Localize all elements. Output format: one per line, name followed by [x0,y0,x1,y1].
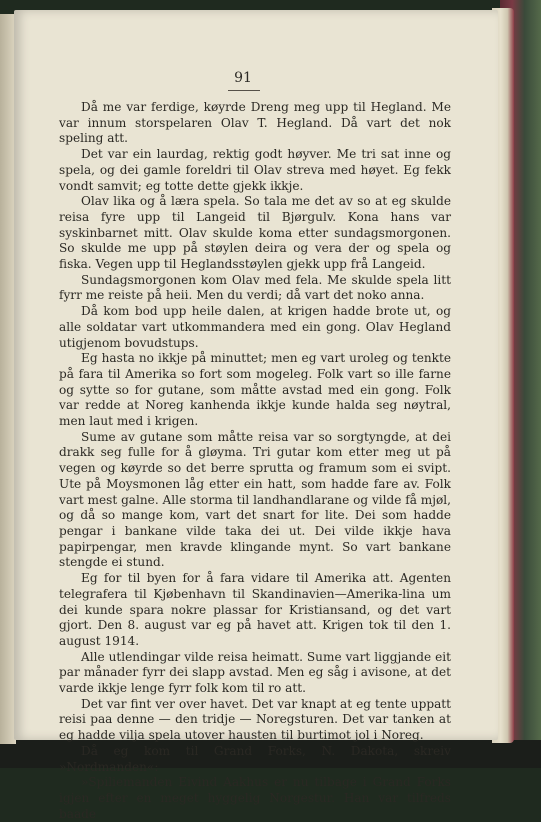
paragraph: Det var ein laurdag, rektig godt høyver. Me tri sat inne og spela, og dei gamle foreldri til Olav streva med høyet. Eg fekk vondt samvit; eg totte dette gjekk ikkje. [59,147,451,193]
paragraph: Då eg kom til Grand Forks, N. Dakota, skreiv »Nordmanden«: [59,743,451,774]
page-number-rule [228,90,260,91]
quote-paragraph: »Spiliemanden Eivind Aakhus er nu tilbage i Grand Forks igjen efter en meget hyggelig Norgestur. Han var tilfreds baade [59,775,451,821]
paragraph: Eg hasta no ikkje på minuttet; men eg vart uroleg og tenkte på fara til Amerika so fort som mogeleg. Folk vart so ille farne og sytte so for gutane, som måtte avstad med ein gong. Folk var redde at Noreg kanhenda ikkje kunde halda seg nøytral, men laut med i krigen. [59,351,451,429]
paragraph: Då kom bod upp heile dalen, at krigen hadde brote ut, og alle soldatar vart utkommandera med ein gong. Olav Hegland utigjenom bovudstups. [59,304,451,350]
paragraph: Då me var ferdige, køyrde Dreng meg upp til Hegland. Me var innum storspelaren Olav T. Hegland. Då vart det nok speling att. [59,100,451,146]
body-text [59,100,451,822]
paragraph: Sume av gutane som måtte reisa var so sorgtyngde, at dei drakk seg fulle for å gløyma. Tri gutar kom etter meg ut på vegen og køyrde so det berre sprutta og framum som ei svipt. Ute på Moysmonen låg etter ein hatt, som hadde fare av. Folk vart mest galne. Alle storma til landhandlarane og vilde få mjøl, og då so mange kom, vart det snart for lite. Dei som hadde pengar i bankane vilde taka dei ut. Dei vilde ikkje hava papirpengar, men kravde klingande mynt. So vart bankane stengde ei stund. [59,429,451,570]
book-page [14,10,498,821]
paragraph: Det var fint ver over havet. Det var knapt at eg tente uppatt reisi paa denne — den tridje — Noregsturen. Det var tanken at eg hadde vilja spela utover hausten til burtimot jol i Noreg. [59,696,451,743]
paragraph: Alle utlendingar vilde reisa heimatt. Sume vart liggjande eit par månader fyrr dei slapp avstad. Men eg såg i avisone, at det varde ikkje lenge fyrr folk kom til ro att. [59,649,451,696]
page-number: 91 [234,70,252,86]
paragraph: Olav lika og å læra spela. So tala me det av so at eg skulde reisa fyre upp til Langeid til Bjørgulv. Kona hans var syskinbarnet mitt. Olav skulde koma etter sundagsmorgonen. So skulde me upp på støylen deira og vera der og spela og fiska. Vegen upp til Heglandsstøylen gjekk upp frå Langeid. [59,194,451,272]
paragraph: Eg for til byen for å fara vidare til Amerika att. Agenten telegrafera til Kjøbenhavn til Skandinavien—Amerika-lina um dei kunde spara nokre plassar for Kristiansand, og det vart gjort. Den 8. august var eg på havet att. Krigen tok til den 1. august 1914. [59,571,451,648]
paragraph: Sundagsmorgonen kom Olav med fela. Me skulde spela litt fyrr me reiste på heii. Men du verdi; då vart det noko anna. [59,272,451,303]
